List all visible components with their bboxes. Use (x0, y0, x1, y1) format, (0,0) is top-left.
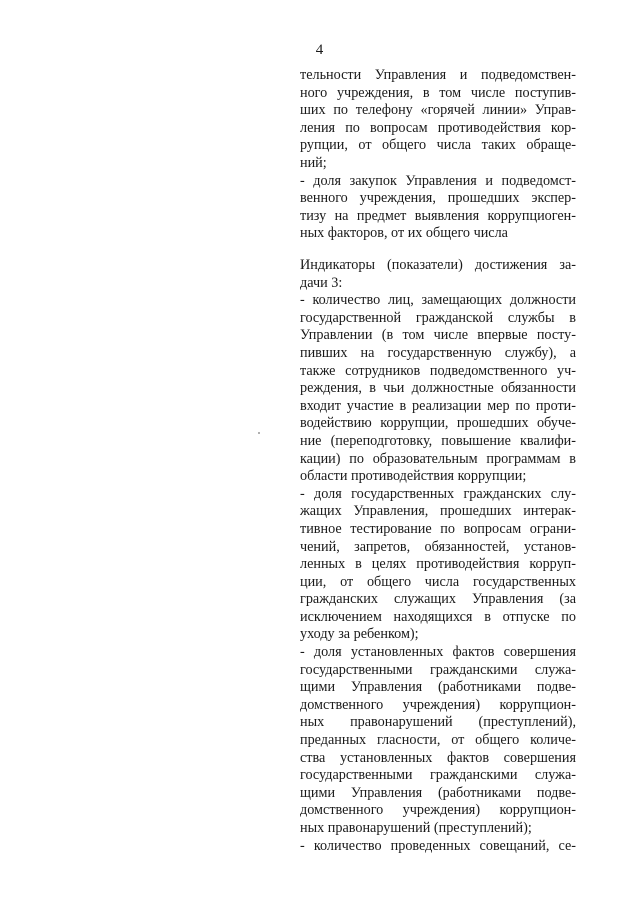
text-line: также сотрудников подведомственного уч- (300, 362, 576, 379)
text-line: дачи 3: (300, 274, 343, 291)
text-line: ных правонарушений (преступлений), (300, 714, 576, 731)
text-line: водействию коррупции, прошедших обуче- (300, 415, 576, 432)
scan-speck (258, 432, 260, 434)
text-line: государственными гражданскими служа- (300, 767, 576, 784)
text-line: уходу за ребенком); (300, 626, 419, 643)
text-line: пивших на государственную службу), а (300, 344, 576, 361)
text-line: ных факторов, от их общего числа (300, 225, 508, 242)
text-line: преданных гласности, от общего количе- (300, 732, 576, 749)
text-line: ции, от общего числа государственных (300, 573, 576, 590)
text-line: чений, запретов, обязанностей, установ- (300, 538, 576, 555)
text-line: щими Управления (работниками подве- (300, 679, 576, 696)
text-line: ления по вопросам противодействия кор- (300, 119, 576, 136)
text-line: входит участие в реализации мер по проти- (300, 397, 576, 414)
text-line: венного учреждения, прошедших экспер- (300, 190, 576, 207)
text-line: реждения, в чьи должностные обязанности (300, 380, 576, 397)
text-line: - количество лиц, замещающих должности (300, 292, 576, 309)
text-line: государственной гражданской службы в (300, 309, 576, 326)
text-line: ний; (300, 154, 327, 171)
text-line: кации) по образовательным программам в (300, 450, 576, 467)
text-line: - количество проведенных совещаний, се- (300, 837, 576, 854)
text-line: ние (переподготовку, повышение квалифи- (300, 432, 576, 449)
text-line: жащих Управления, прошедших интерак- (300, 503, 576, 520)
text-line: домственного учреждения) коррупцион- (300, 696, 576, 713)
text-line: ленных в целях противодействия корруп- (300, 556, 576, 573)
text-line: ства установленных фактов совершения (300, 749, 576, 766)
text-line: - доля установленных фактов совершения (300, 644, 576, 661)
page-number: 4 (315, 42, 324, 58)
paragraph-block-top (300, 67, 576, 243)
text-line: - доля государственных гражданских слу- (300, 485, 576, 502)
text-line: государственными гражданскими служа- (300, 661, 576, 678)
text-line: тизу на предмет выявления коррупциоген- (300, 207, 576, 224)
text-line: ного учреждения, в том числе поступив- (300, 84, 576, 101)
text-line: щими Управления (работниками подве- (300, 784, 576, 801)
text-line: исключением находящихся в отпуске по (300, 608, 576, 625)
text-line: ших по телефону «горячей линии» Управ- (300, 102, 576, 119)
text-line: тивное тестирование по вопросам ограни- (300, 520, 576, 537)
text-line: Индикаторы (показатели) достижения за- (300, 257, 576, 273)
text-line: Управлении (в том числе впервые посту- (300, 327, 576, 344)
text-line: домственного учреждения) коррупцион- (300, 802, 576, 819)
text-line: - доля закупок Управления и подведомст- (300, 172, 576, 189)
text-line: рупции, от общего числа таких обраще- (300, 137, 576, 154)
text-line: тельности Управления и подведомствен- (300, 67, 576, 83)
text-line: ных правонарушений (преступлений); (300, 820, 532, 836)
paragraph-block-indicators (300, 257, 576, 855)
text-line: области противодействия коррупции; (300, 468, 527, 485)
text-line: гражданских служащих Управления (за (300, 591, 576, 608)
